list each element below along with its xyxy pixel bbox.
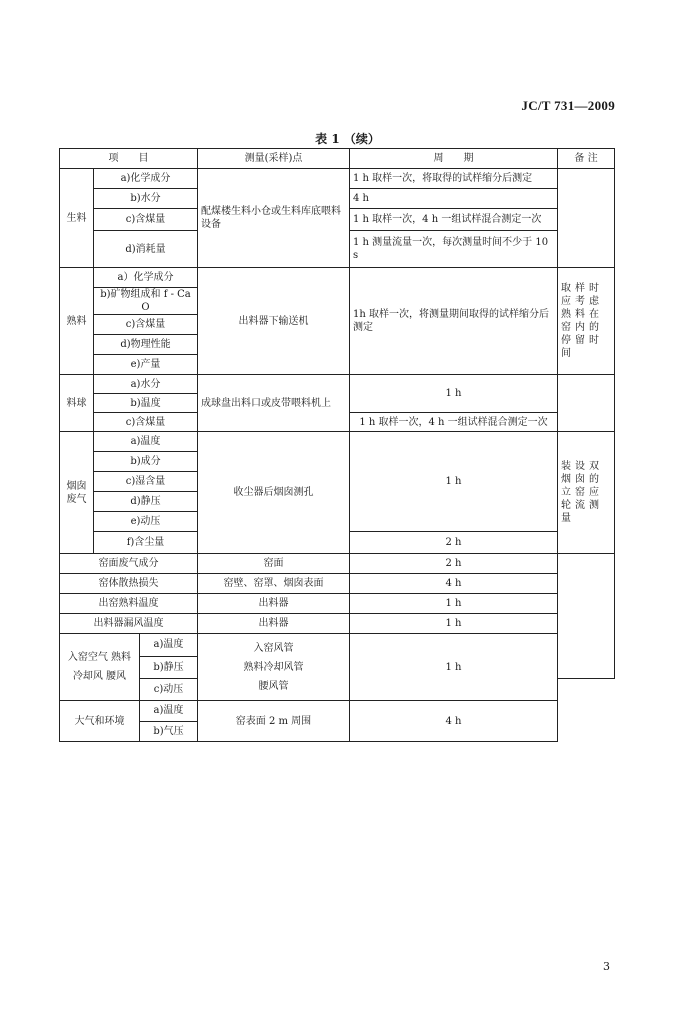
note-cell <box>558 169 615 268</box>
group-label-atmosphere: 大气和环境 <box>60 701 139 741</box>
measurement-table <box>59 148 615 742</box>
item-cell: 窑面废气成分 <box>60 554 198 574</box>
air-subtable <box>60 634 197 700</box>
point-cell <box>198 634 350 701</box>
group-atmosphere <box>60 701 198 742</box>
table-caption: 表 1 （续） <box>315 132 380 146</box>
point-cell: 出料器 <box>198 594 350 614</box>
item-cell: a)水分 <box>94 375 198 394</box>
period-cell: 1h 取样一次，将测量期间取得的试样缩分后测定 <box>350 268 558 375</box>
item-cell: a）化学成分 <box>94 268 198 288</box>
item-cell: b)静压 <box>139 656 197 678</box>
point-line: 入窑风管 <box>253 642 294 654</box>
group-label-flue-gas: 烟囱废气 <box>60 432 94 554</box>
table-header-row <box>60 149 615 169</box>
item-cell: b)成分 <box>94 452 198 472</box>
point-cell: 窑面 <box>198 554 350 574</box>
period-cell: 1 h <box>350 634 558 701</box>
note-cell: 装设双烟囱的立窑应轮流测量 <box>558 432 615 554</box>
period-cell: 4 h <box>350 574 558 594</box>
table-row <box>60 574 615 594</box>
note-cell <box>558 375 615 432</box>
point-line: 腰风管 <box>258 680 289 692</box>
group-label-clinker: 熟料 <box>60 268 94 375</box>
item-cell: e)动压 <box>94 512 198 532</box>
table-row <box>60 554 615 574</box>
item-cell: c)含煤量 <box>94 209 198 231</box>
item-cell: 出料器漏风温度 <box>60 614 198 634</box>
item-cell: b)温度 <box>94 394 198 413</box>
item-cell: d)静压 <box>94 492 198 512</box>
point-cell: 出料器 <box>198 614 350 634</box>
period-cell: 1 h 测量流量一次，每次测量时间不少于 10 s <box>350 231 558 268</box>
period-cell: 1 h <box>350 594 558 614</box>
point-cell: 成球盘出料口或皮带喂料机上 <box>198 375 350 432</box>
table-row <box>60 614 615 634</box>
table-row <box>60 634 615 656</box>
item-cell: b)水分 <box>94 189 198 209</box>
table-row <box>60 375 615 394</box>
item-cell: a)温度 <box>94 432 198 452</box>
point-cell: 窑壁、窑罩、烟囱表面 <box>198 574 350 594</box>
item-cell: d)物理性能 <box>94 335 198 355</box>
group-label-air: 入窑空气 熟料冷却风 腰风 <box>60 634 139 700</box>
atmosphere-subtable <box>60 701 197 741</box>
item-cell: b)矿物组成和 f - CaO <box>94 288 198 315</box>
item-cell: e)产量 <box>94 355 198 375</box>
item-cell: a)温度 <box>139 634 197 656</box>
table-row <box>60 169 615 189</box>
col-header-item: 项 目 <box>60 149 198 169</box>
item-cell: 窑体散热损失 <box>60 574 198 594</box>
note-cell: 取样时应考虑熟料在窑内的停留时间 <box>558 268 615 375</box>
period-cell: 1 h 取样一次，4 h 一组试样混合测定一次 <box>350 209 558 231</box>
item-cell: a)化学成分 <box>94 169 198 189</box>
item-cell: c)含煤量 <box>94 413 198 432</box>
item-cell: c)含煤量 <box>94 315 198 335</box>
period-cell: 2 h <box>350 532 558 554</box>
table-row <box>60 268 615 288</box>
period-cell: 1 h 取样一次，将取得的试样缩分后测定 <box>350 169 558 189</box>
group-label-raw: 生料 <box>60 169 94 268</box>
group-label-pellet: 料球 <box>60 375 94 432</box>
table-row <box>60 432 615 452</box>
item-cell: b)气压 <box>153 725 184 737</box>
item-cell: d)消耗量 <box>94 231 198 268</box>
period-cell: 4 h <box>350 701 558 742</box>
point-cell: 窑表面 2 m 周围 <box>198 701 350 742</box>
period-cell: 1 h 取样一次，4 h 一组试样混合测定一次 <box>350 413 558 432</box>
col-header-note: 备 注 <box>558 149 615 169</box>
period-cell: 1 h <box>350 614 558 634</box>
item-cell: c)湿含量 <box>94 472 198 492</box>
period-cell: 2 h <box>350 554 558 574</box>
item-cell: c)动压 <box>153 683 184 695</box>
period-cell: 1 h <box>350 432 558 532</box>
note-cell <box>558 554 615 679</box>
group-air <box>60 634 198 701</box>
point-cell: 收尘器后烟囱测孔 <box>198 432 350 554</box>
item-cell: f)含尘量 <box>94 532 198 554</box>
table-row <box>60 701 615 742</box>
col-header-period: 周 期 <box>350 149 558 169</box>
table-row <box>60 594 615 614</box>
point-line: 熟料冷却风管 <box>243 661 304 673</box>
page-number: 3 <box>603 960 610 973</box>
point-cell: 配煤楼生料小仓或生料库底喂料设备 <box>198 169 350 268</box>
item-cell: a)温度 <box>139 701 197 721</box>
item-cell: 出窑熟料温度 <box>60 594 198 614</box>
period-cell: 4 h <box>350 189 558 209</box>
period-cell: 1 h <box>350 375 558 413</box>
standard-code: JC/T 731—2009 <box>521 98 615 113</box>
point-cell: 出料器下输送机 <box>198 268 350 375</box>
col-header-point: 测量(采样)点 <box>198 149 350 169</box>
